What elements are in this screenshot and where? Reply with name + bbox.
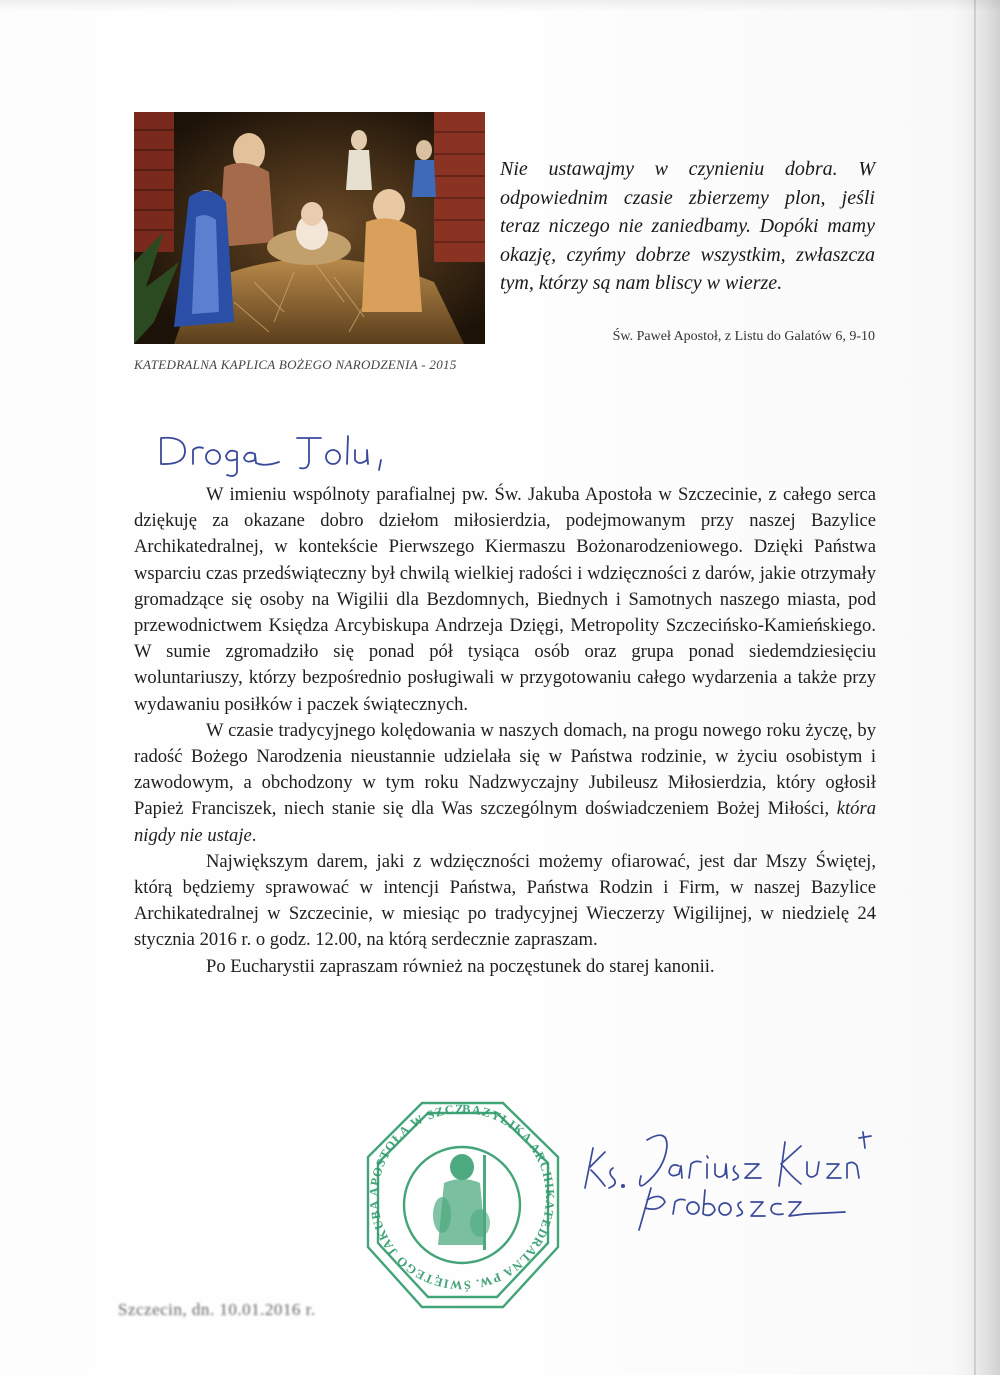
paragraph-2-end: . (251, 824, 257, 846)
paragraph-2 (134, 718, 876, 849)
paragraph-4: Po Eucharystii zapraszam również na poczęstunek do starej kanonii. (206, 955, 715, 977)
paragraph-2-italic: która nigdy nie ustaje (134, 798, 876, 846)
page-shadow-top (0, 0, 1000, 12)
nativity-photo (134, 112, 485, 344)
paragraph-3: Największym darem, jaki z wdzięczności możemy ofiarować, jest dar Mszy Świętej, którą będziemy sprawować w intencji Państwa, Państwa Rodzin i Firm, w naszej Bazylice Archikatedralnej w Szczecinie, w miesiąc po tradycyjnej Wieczerzy Wigilijnej, w niedzielę 24 stycznia 2016 r. o godz. 12.00, na którą serdecznie zapraszam. (134, 850, 876, 951)
page-edge-right (964, 0, 1000, 1375)
paragraph-2-text: W czasie tradycyjnego kolędowania w naszych domach, na progu nowego roku życzę, by radość Bożego Narodzenia nieustannie udzielała się w Państwa rodzinie, w życiu osobistym i zawodowym, a obchodzony w tym roku Nadzwyczajny Jubileusz Miłosierdzia, który ogłosił Papież Franciszek, niech stanie się dla Was szczególnym doświadczeniem Bożej Miłości, (134, 719, 876, 820)
date-line: Szczecin, dn. 10.01.2016 r. (118, 1300, 316, 1319)
stamp-text: BAZYLIKA ARCHIKATEDRALNA PW. ŚWIĘTEGO JAKUBA APOSTOŁA W SZCZ (366, 1101, 558, 1293)
bible-quote: Nie ustawajmy w czynieniu dobra. W odpowiednim czasie zbierzemy plon, jeśli teraz niczego nie zaniedbamy. Dopóki mamy okazję, czyńmy dobrze wszystkim, zwłaszcza tym, którzy są nam bliscy w wierze. (500, 158, 875, 295)
photo-caption: KATEDRALNA KAPLICA BOŻEGO NARODZENIA - 2015 (134, 357, 457, 372)
parish-stamp (360, 1095, 565, 1315)
handwritten-greeting (155, 430, 415, 480)
pastor-signature (575, 1118, 875, 1233)
letter-body (134, 482, 876, 980)
quote-source: Św. Paweł Apostoł, z Listu do Galatów 6, 9-10 (612, 329, 875, 344)
paragraph-1: W imieniu wspólnoty parafialnej pw. Św. Jakuba Apostoła w Szczecinie, z całego serca dziękuję za okazane dobro dziełom miłosierdzia, podejmowanym przy naszej Bazylice Archikatedralnej, w kontekście Pierwszego Kiermaszu Bożonarodzeniowego. Dzięki Państwa wsparciu czas przedświąteczny był chwilą wielkiej radości i wdzięczności z darów, jakie otrzymały gromadzące się osoby na Wigilii dla Bezdomnych, Biednych i Samotnych naszego miasta, pod przewodnictwem Księdza Arcybiskupa Andrzeja Dzięgi, Metropolity Szczecińsko-Kamieńskiego. W sumie zgromadziło się ponad pół tysiąca osób oraz grupa ponad siedemdziesięciu woluntariuszy, którzy bezpośrednio posługiwali w przygotowaniu całego wydarzenia a także przy wydawaniu posiłków i paczek świątecznych. (134, 484, 876, 715)
